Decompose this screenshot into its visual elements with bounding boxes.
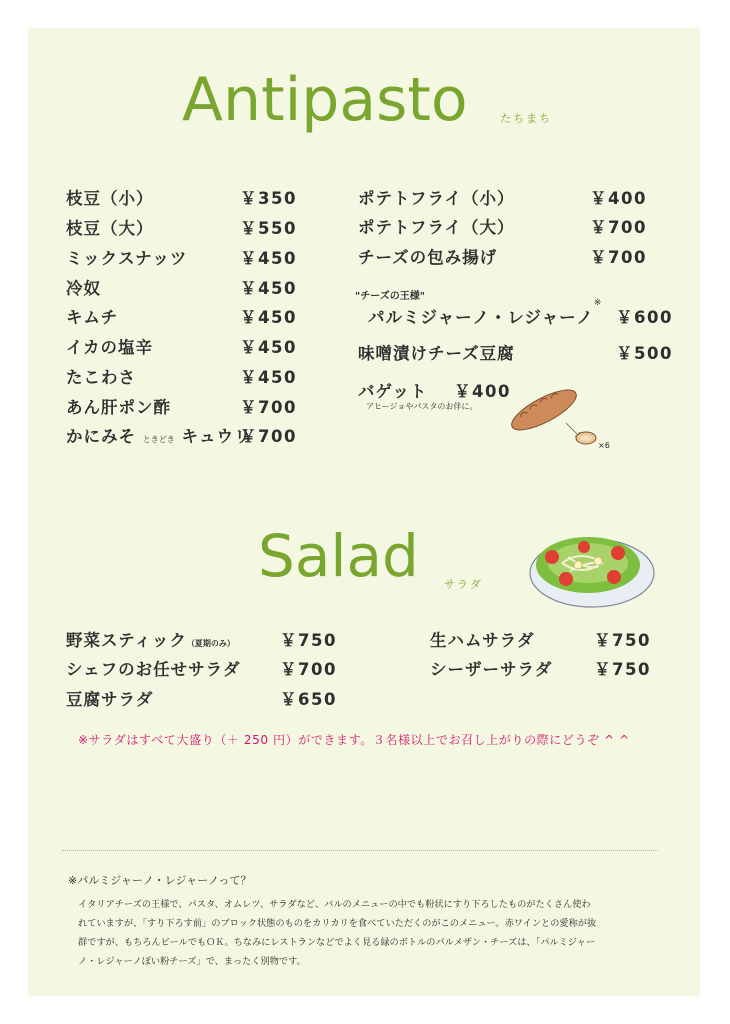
item-price: ￥450 <box>240 279 297 298</box>
salad-title: Salad <box>258 522 419 590</box>
footnote-line: れていますが、「すり下ろす前」のブロック状態のものをカリカリを食べていただくのがこのメニュー。赤ワインとの愛称が抜 <box>78 918 597 929</box>
footnote-line: 群ですが、もちろんビールでもＯＫ。ちなみにレストランなどでよく見る緑のボトルのパルメザン・チーズは、「パルミジャー <box>78 937 596 948</box>
menu-item <box>66 245 306 271</box>
item-name: バゲット <box>358 382 428 401</box>
menu-item <box>66 304 306 330</box>
item-name <box>66 627 235 651</box>
item-name: 生ハムサラダ <box>430 631 535 650</box>
menu-item <box>358 340 678 366</box>
item-price: ￥700 <box>240 427 297 446</box>
antipasto-title: Antipasto <box>182 65 468 135</box>
item-name: 冷奴 <box>66 279 101 298</box>
item-name: 豆腐サラダ <box>66 690 154 709</box>
item-note: （夏期のみ） <box>186 639 235 648</box>
item-price: ￥400 <box>454 382 511 401</box>
baguette-count: ×6 <box>598 441 610 450</box>
footnote-body <box>78 895 686 971</box>
item-name: 枝豆（大） <box>66 219 154 238</box>
menu-item <box>358 185 658 211</box>
menu-item <box>66 215 306 241</box>
menu-item <box>368 298 678 330</box>
menu-item <box>66 656 346 682</box>
salad-upsize-note: ※サラダはすべて大盛り（＋ 250 円）ができます。３名様以上でお召し上がりの際にどうぞ ^ ^ <box>78 733 630 747</box>
item-price: ￥700 <box>280 660 337 679</box>
item-price: ￥700 <box>590 218 647 237</box>
item-price: ￥750 <box>594 660 651 679</box>
menu-item <box>66 334 306 360</box>
item-price: ￥450 <box>240 249 297 268</box>
menu-item <box>66 627 346 653</box>
menu-item <box>358 244 658 270</box>
item-name-tail: キュウリ <box>181 427 252 446</box>
item-price: ￥700 <box>240 398 297 417</box>
item-price: ￥600 <box>616 308 673 327</box>
divider <box>62 850 658 851</box>
menu-item <box>66 275 306 301</box>
menu-item <box>430 627 660 653</box>
item-price: ￥750 <box>594 631 651 650</box>
item-name: 枝豆（小） <box>66 189 154 208</box>
menu-item <box>66 394 306 420</box>
item-name: ミックスナッツ <box>66 249 188 268</box>
menu-item <box>66 423 306 449</box>
salad-subtitle: サラダ <box>444 578 483 591</box>
item-name: チーズの包み揚げ <box>358 248 498 267</box>
menu-item <box>66 185 306 211</box>
item-name: ポテトフライ（大） <box>358 218 515 237</box>
item-name: あん肝ポン酢 <box>66 398 171 417</box>
parmigiano-name: パルミジャーノ・レジャーノ <box>368 308 594 327</box>
item-name-small: ときどき <box>142 435 175 444</box>
item-name: シーザーサラダ <box>430 660 553 679</box>
item-price: ￥450 <box>240 338 297 357</box>
footnote-title: ※パルミジャーノ・レジャーノって？ <box>68 874 252 887</box>
item-name <box>66 423 252 447</box>
antipasto-subtitle: たちまち <box>500 112 552 125</box>
item-name: キムチ <box>66 308 119 327</box>
item-price: ￥400 <box>590 189 647 208</box>
footnote-mark: ※ <box>593 298 603 308</box>
item-price: ￥450 <box>240 368 297 387</box>
footnote-line: イタリアチーズの王様で、パスタ、オムレツ、サラダなど、バルのメニューの中でも粉状にすり下ろしたものがたくさん使わ <box>78 899 591 910</box>
item-price: ￥700 <box>590 248 647 267</box>
item-name: 味噌漬けチーズ豆腐 <box>358 344 515 363</box>
item-name: イカの塩辛 <box>66 338 154 357</box>
menu-item <box>66 686 346 712</box>
footnote-line: ノ・レジャーノぽい粉チーズ」で、まったく別物です。 <box>78 956 306 967</box>
item-price: ￥450 <box>240 308 297 327</box>
menu-item <box>358 214 658 240</box>
menu-item <box>430 656 660 682</box>
item-price: ￥750 <box>280 631 337 650</box>
item-price: ￥550 <box>240 219 297 238</box>
item-name: たこわさ <box>66 368 136 387</box>
salad-illustration <box>522 513 662 613</box>
menu-item <box>66 364 306 390</box>
item-price: ￥650 <box>280 690 337 709</box>
item-price: ￥350 <box>240 189 297 208</box>
item-price: ￥500 <box>616 344 673 363</box>
item-name-main: かにみそ <box>66 427 136 446</box>
item-name <box>368 298 603 328</box>
item-name: シェフのお任せサラダ <box>66 660 241 679</box>
baguette-description: アヒージョやパスタのお伴に。 <box>366 402 478 411</box>
item-name-main: 野菜スティック <box>66 631 187 650</box>
cheese-king-tag: "チーズの王様" <box>355 291 425 302</box>
item-name: ポテトフライ（小） <box>358 189 515 208</box>
